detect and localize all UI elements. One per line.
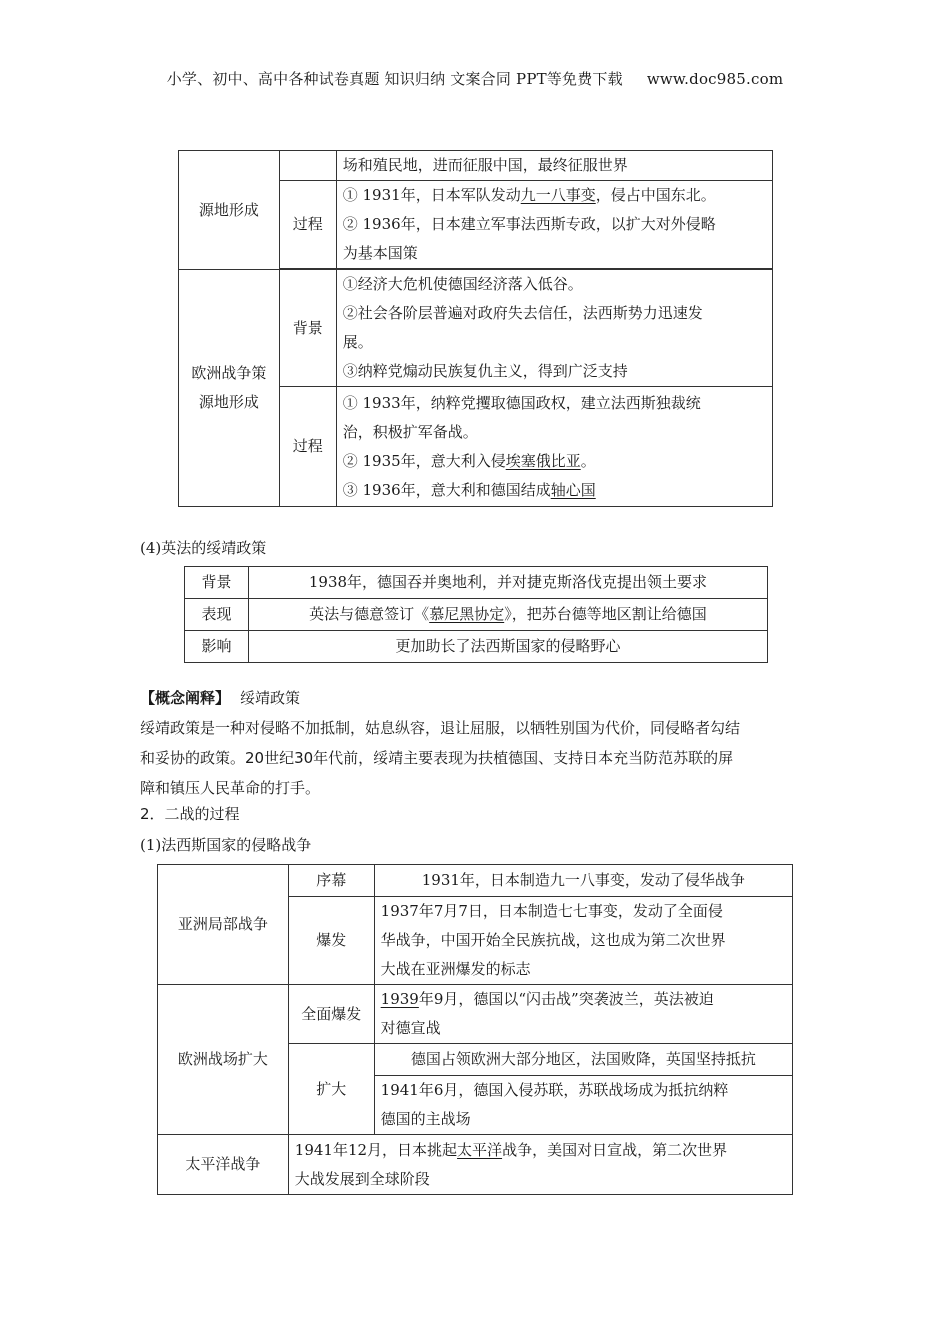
header-url: www.doc985.com <box>646 70 784 88</box>
text-1931: ① 1931年，日本军队发动 <box>342 186 521 204</box>
table-war-process <box>157 864 793 1195</box>
full-line-2: 对德宣战 <box>380 1019 441 1037</box>
proc-line-2: 治，积极扩军备战。 <box>342 422 478 441</box>
pacific-line-2: 大战发展到全球阶段 <box>294 1169 430 1188</box>
expand-line-1: 1941年6月，德国入侵苏联，苏联战场成为抵抗纳粹 <box>380 1081 729 1099</box>
header-left-text: 小学、初中、高中各种试卷真题 知识归纳 文案合同 PPT等免费下载 <box>166 70 623 88</box>
term-munich: 慕尼黑协定 <box>429 605 505 623</box>
proc-line-1: ① 1933年，纳粹党攫取德国政权，建立法西斯独裁统 <box>342 393 701 412</box>
concept-block <box>140 683 820 803</box>
concept-term: 绥靖政策 <box>240 689 301 707</box>
outbreak-line-1: 1937年7月7日，日本制造七七事变，发动了全面侵 <box>380 902 723 920</box>
bg-line-3: 展。 <box>342 333 373 351</box>
cell-asia-process-label: 过程 <box>279 181 336 269</box>
term-ethiopia: 埃塞俄比亚 <box>505 451 581 470</box>
proc-line-3b: 。 <box>580 451 596 470</box>
cell-asia-source: 源地形成 <box>179 151 280 270</box>
appease-bg-text: 1938年，德国吞并奥地利，并对捷克斯洛伐克提出领土要求 <box>248 567 767 599</box>
pacific-line-1a: 1941年12月，日本挑起 <box>294 1140 458 1159</box>
bg-line-4: ③纳粹党煽动民族复仇主义，得到广泛支持 <box>342 362 628 380</box>
cell-proc-text <box>336 387 772 507</box>
bg-line-2: ②社会各阶层普遍对政府失去信任，法西斯势力迅速发 <box>342 304 703 322</box>
cell-asia-process <box>336 181 772 269</box>
label-europe-a: 欧洲战争策 <box>191 364 267 382</box>
term-axis: 轴心国 <box>550 480 596 499</box>
bg-line-1: ①经济大危机使德国经济落入低谷。 <box>342 275 583 293</box>
concept-title: 【概念阐释】 <box>140 689 231 707</box>
concept-line-3: 障和镇压人民革命的打手。 <box>140 779 321 797</box>
concept-line-2: 和妥协的政策。20世纪30年代前，绥靖主要表现为扶植德国、支持日本充当防范苏联的屏 <box>140 749 734 767</box>
proc-line-3a: ② 1935年，意大利入侵 <box>342 451 506 470</box>
text-1936b: 为基本国策 <box>342 244 418 262</box>
outbreak-line-3: 大战在亚洲爆发的标志 <box>380 960 531 978</box>
expand-line-2: 德国的主战场 <box>380 1110 471 1128</box>
section2-subtitle: (1)法西斯国家的侵略战争 <box>140 836 312 854</box>
cell-expand-text1: 德国占领欧洲大部分地区，法国败降，英国坚持抵抗 <box>374 1044 792 1076</box>
full-line-1: 年9月，德国以“闪击战”突袭波兰，英法被迫 <box>418 990 714 1008</box>
text-1936a: ② 1936年，日本建立军事法西斯专政，以扩大对外侵略 <box>342 215 716 233</box>
cell-proc-label: 过程 <box>279 387 336 507</box>
concept-heading <box>140 683 820 713</box>
appease-show-label: 表现 <box>185 599 249 631</box>
cell-europe-war: 欧洲战场扩大 <box>158 985 289 1135</box>
show-text-b: 》，把苏台德等地区割让给德国 <box>504 605 707 623</box>
appease-impact-label: 影响 <box>185 631 249 663</box>
cell-full-label: 全面爆发 <box>288 985 374 1044</box>
appease-bg-label: 背景 <box>185 567 249 599</box>
cell-asia-war: 亚洲局部战争 <box>158 865 289 985</box>
cell-prelude-text: 1931年，日本制造九一八事变，发动了侵华战争 <box>374 865 792 897</box>
cell-prelude-label: 序幕 <box>288 865 374 897</box>
show-text-a: 英法与德意签订《 <box>309 605 430 623</box>
cell-pacific-text <box>288 1135 792 1195</box>
section4-title: (4)英法的绥靖政策 <box>140 539 267 557</box>
appease-impact-text: 更加助长了法西斯国家的侵略野心 <box>248 631 767 663</box>
pacific-line-1b: 战争，美国对日宣战，第二次世界 <box>502 1140 728 1159</box>
cell-full-text <box>374 985 792 1044</box>
appease-show-text <box>248 599 767 631</box>
cell-bg-text <box>336 270 772 387</box>
cell-empty <box>279 151 336 181</box>
cell-bg-label: 背景 <box>279 270 336 387</box>
cell-outbreak-label: 爆发 <box>288 897 374 985</box>
cell-europe-source <box>179 270 280 507</box>
cell-pacific-war: 太平洋战争 <box>158 1135 289 1195</box>
term-918-incident: 九一八事变 <box>520 186 596 204</box>
section2-title: 2．二战的过程 <box>140 805 240 823</box>
concept-line-1: 绥靖政策是一种对侵略不加抵制，姑息纵容，退让屈服，以牺牲别国为代价，同侵略者勾结 <box>140 719 741 737</box>
term-1939: 1939 <box>380 990 419 1008</box>
cell-expand-label: 扩大 <box>288 1044 374 1135</box>
cell-asia-continuation: 场和殖民地，进而征服中国，最终征服世界 <box>336 151 772 181</box>
table-war-sources <box>178 150 773 507</box>
cell-expand-text2 <box>374 1076 792 1135</box>
text-northeast: ，侵占中国东北。 <box>595 186 716 204</box>
label-europe-b: 源地形成 <box>198 393 259 411</box>
page-header <box>0 68 950 89</box>
outbreak-line-2: 华战争，中国开始全民族抗战，这也成为第二次世界 <box>380 931 726 949</box>
cell-outbreak-text <box>374 897 792 985</box>
proc-line-4: ③ 1936年，意大利和德国结成 <box>342 480 551 499</box>
term-pacific: 太平洋 <box>457 1140 503 1159</box>
table-appeasement <box>184 566 768 663</box>
